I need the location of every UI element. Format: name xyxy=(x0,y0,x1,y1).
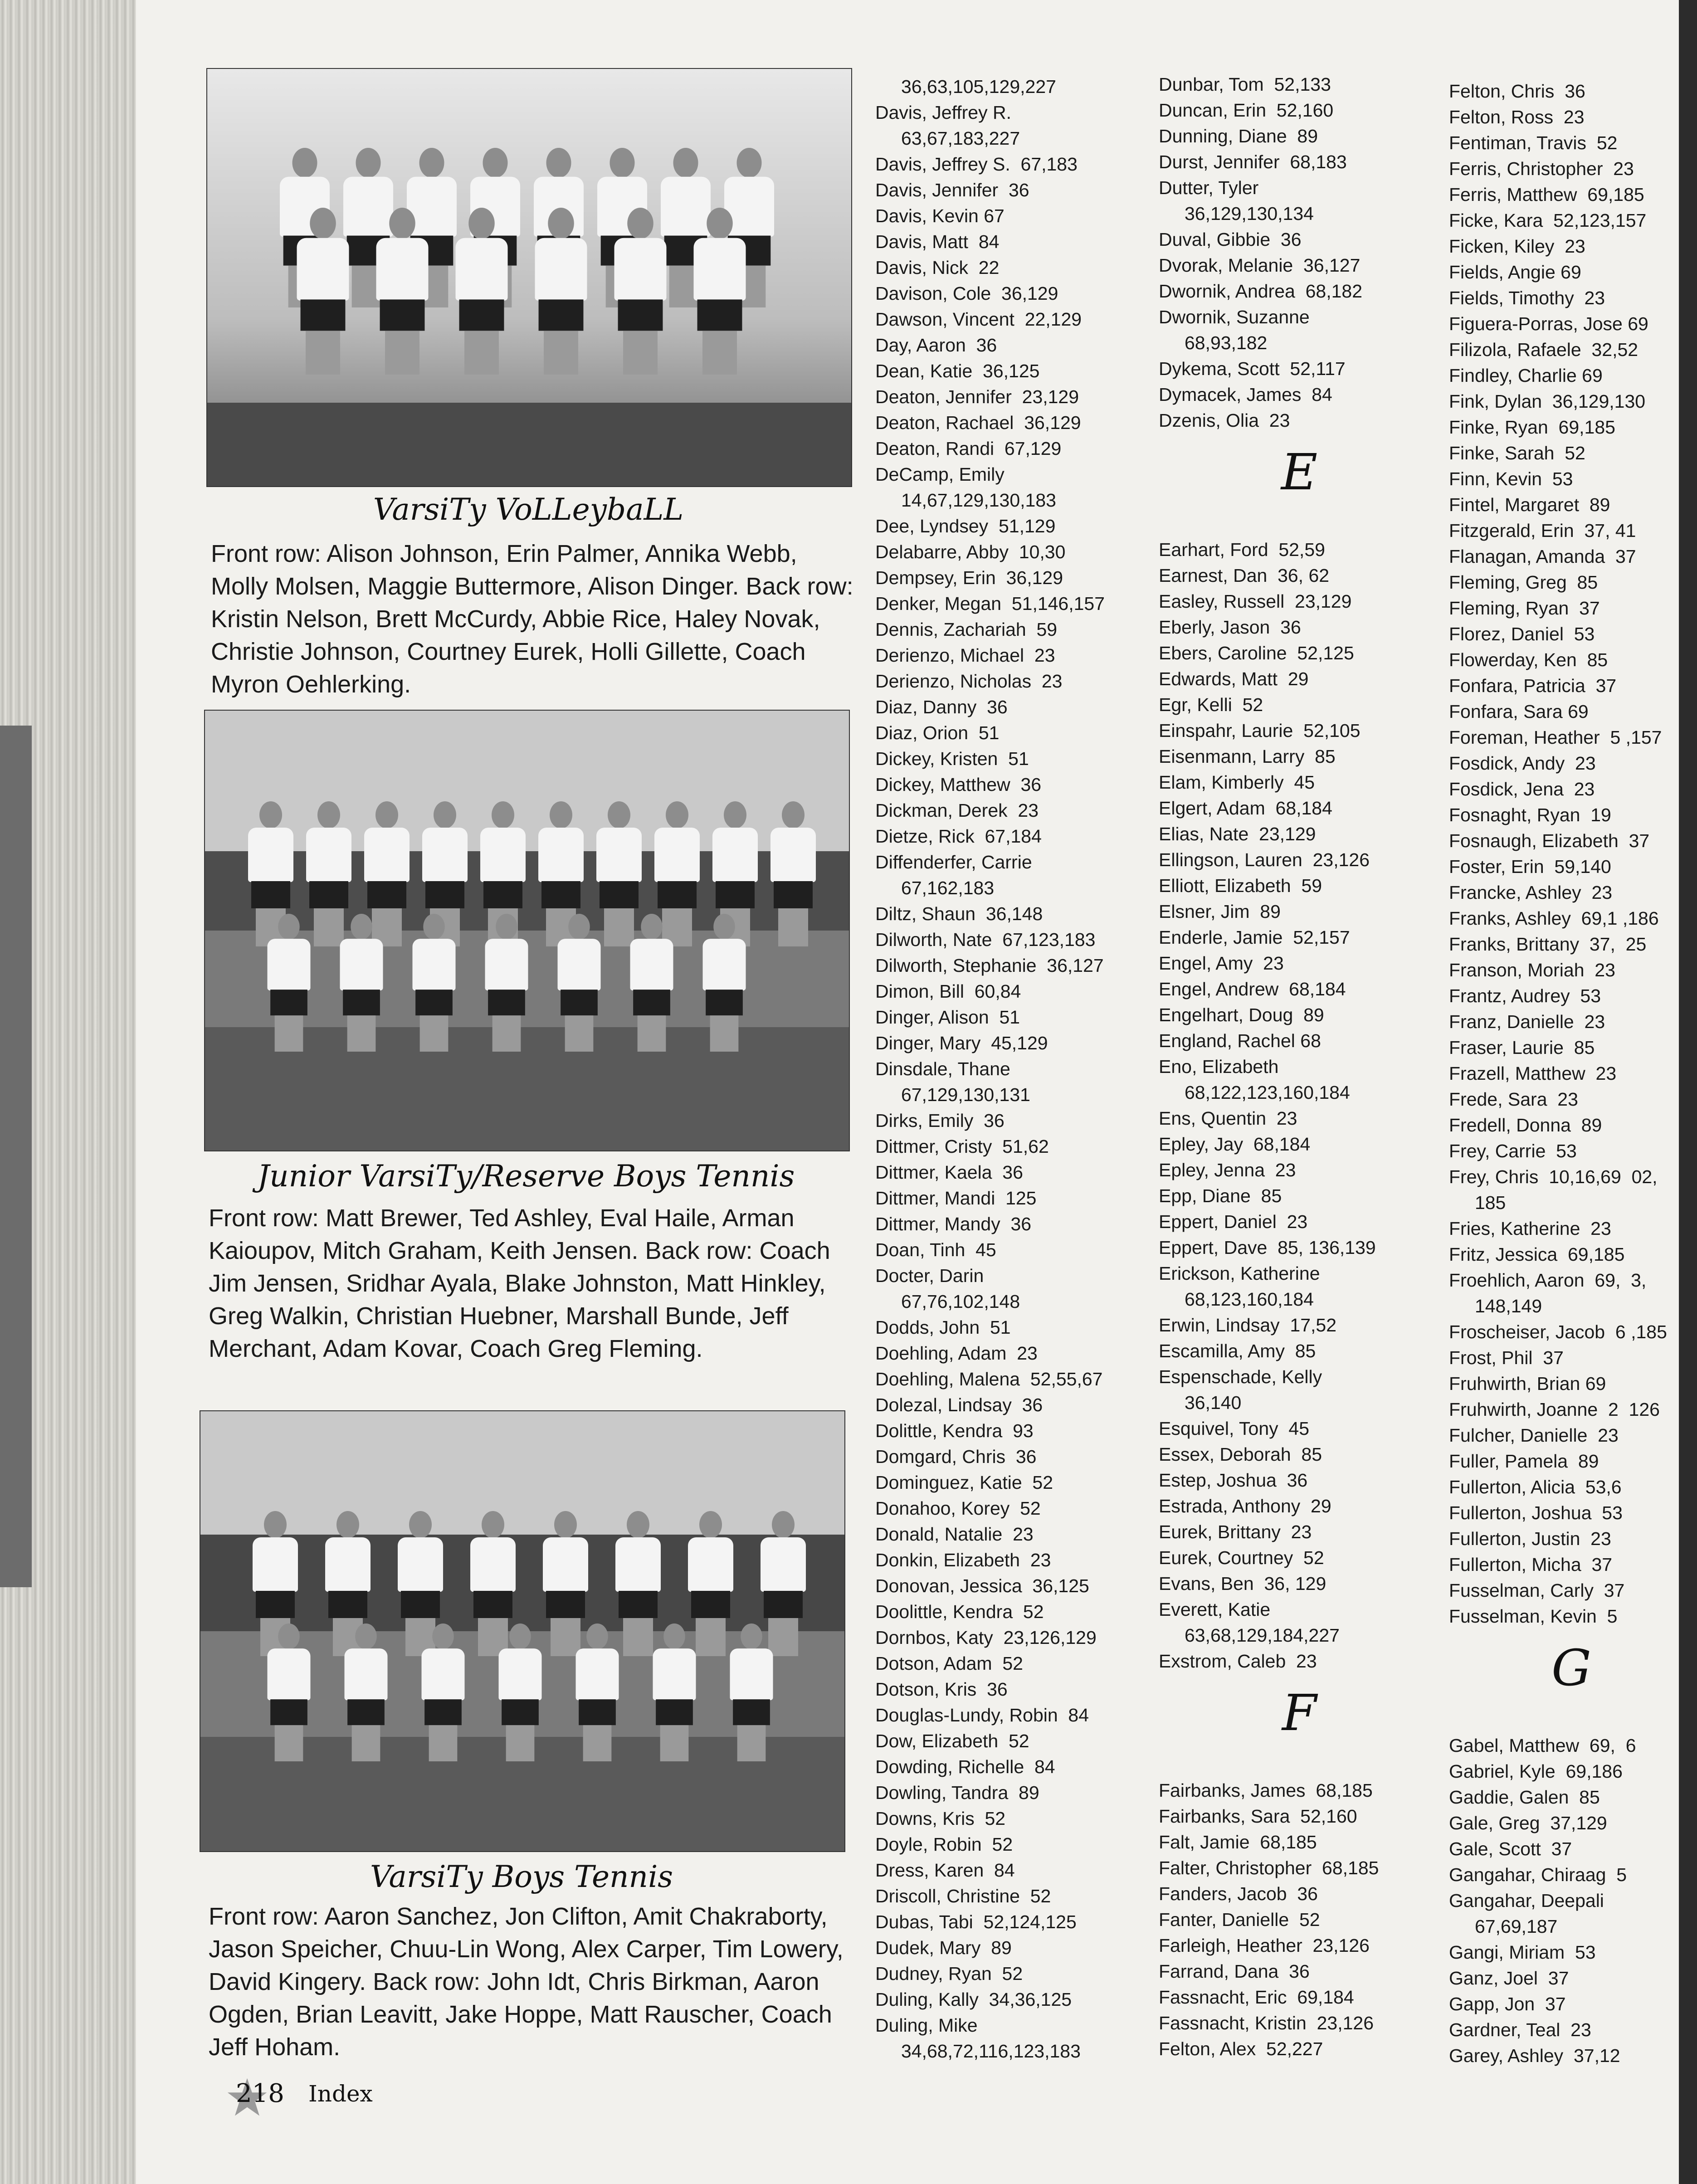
index-entry: Erickson, Katherine xyxy=(1159,1263,1320,1284)
index-entry: Dow, Elizabeth 52 xyxy=(875,1731,1029,1751)
index-entry: Fraser, Laurie 85 xyxy=(1449,1037,1595,1058)
index-entry: Franks, Brittany 37, 25 xyxy=(1449,934,1647,955)
person-figure xyxy=(612,208,669,375)
index-entry: Finke, Ryan 69,185 xyxy=(1449,417,1615,438)
index-entry: Dodds, John 51 xyxy=(875,1317,1011,1338)
index-entry: Ens, Quentin 23 xyxy=(1159,1108,1297,1129)
index-entry: Dietze, Rick 67,184 xyxy=(875,826,1042,847)
index-column-3 xyxy=(1449,78,1694,2069)
index-entry: Donahoo, Korey 52 xyxy=(875,1498,1041,1519)
index-entry: Enderle, Jamie 52,157 xyxy=(1159,927,1350,948)
index-entry: Espenschade, Kelly xyxy=(1159,1366,1322,1387)
index-entry: Farrand, Dana 36 xyxy=(1159,1961,1310,1982)
index-entry: Gabriel, Kyle 69,186 xyxy=(1449,1761,1623,1782)
index-entry: Dubas, Tabi 52,124,125 xyxy=(875,1911,1077,1932)
index-entry: Fassnacht, Kristin 23,126 xyxy=(1159,2013,1374,2033)
index-entry: Gapp, Jon 37 xyxy=(1449,1994,1566,2014)
index-entry: Duncan, Erin 52,160 xyxy=(1159,100,1334,121)
index-entry: Easley, Russell 23,129 xyxy=(1159,591,1352,612)
index-entry: England, Rachel 68 xyxy=(1159,1030,1321,1051)
index-entry: Frost, Phil 37 xyxy=(1449,1347,1564,1368)
index-entry: Esquivel, Tony 45 xyxy=(1159,1418,1310,1439)
index-entry: Doyle, Robin 52 xyxy=(875,1834,1013,1855)
index-entry: Doan, Tinh 45 xyxy=(875,1239,996,1260)
index-entry: Elsner, Jim 89 xyxy=(1159,901,1281,922)
index-entry: Fleming, Greg 85 xyxy=(1449,572,1598,593)
person-figure xyxy=(419,1623,467,1761)
index-entry: Dykema, Scott 52,117 xyxy=(1159,358,1346,379)
index-entry: Dutter, Tyler xyxy=(1159,177,1259,198)
index-entry: Garey, Ashley 37,12 xyxy=(1449,2045,1620,2066)
index-entry: Froehlich, Aaron 69, 3, xyxy=(1449,1270,1647,1291)
person-figure xyxy=(728,1623,775,1761)
varsity-tennis-caption-text: Front row: Aaron Sanchez, Jon Clifton, Amit Chakraborty, Jason Speicher, Chuu-Lin Wong, Alex Carper, Tim Lowery, David Kingery. Back row: John Idt, Chris Birkman, Aaron Ogden, Brian Leavitt, Jake Hoppe, Matt Rauscher, Coach Jeff Hoham. xyxy=(209,1903,844,2061)
person-figure xyxy=(574,1623,621,1761)
index-entry: Dinger, Alison 51 xyxy=(875,1007,1020,1028)
index-entry xyxy=(1159,1752,1440,1778)
person-figure xyxy=(532,208,590,375)
index-entry: 14,67,129,130,183 xyxy=(875,490,1056,511)
index-entry: Fritz, Jessica 69,185 xyxy=(1449,1244,1625,1265)
index-entry: Earnest, Dan 36, 62 xyxy=(1159,565,1330,586)
index-entry xyxy=(1159,511,1440,537)
index-entry: Einspahr, Laurie 52,105 xyxy=(1159,720,1361,741)
index-entry: Day, Aaron 36 xyxy=(875,335,997,356)
volleyball-team-photo xyxy=(206,68,852,487)
index-entry: Fullerton, Joshua 53 xyxy=(1449,1502,1623,1523)
index-entry: Ficken, Kiley 23 xyxy=(1449,236,1585,257)
index-entry: Douglas-Lundy, Robin 84 xyxy=(875,1705,1089,1726)
index-entry: Diaz, Danny 36 xyxy=(875,697,1008,717)
index-entry: Gale, Scott 37 xyxy=(1449,1838,1572,1859)
index-entry: Denker, Megan 51,146,157 xyxy=(875,593,1105,614)
index-entry: Flowerday, Ken 85 xyxy=(1449,649,1608,670)
index-entry: Delabarre, Abby 10,30 xyxy=(875,541,1066,562)
index-entry: Gabel, Matthew 69, 6 xyxy=(1449,1735,1636,1756)
jv-tennis-team-photo xyxy=(204,710,850,1151)
index-entry: Dean, Katie 36,125 xyxy=(875,361,1040,381)
index-entry: Fosnaght, Ryan 19 xyxy=(1449,804,1611,825)
index-entry: Fredell, Donna 89 xyxy=(1449,1115,1602,1136)
index-entry: Dilworth, Nate 67,123,183 xyxy=(875,929,1096,950)
index-entry: Ferris, Christopher 23 xyxy=(1449,158,1634,179)
index-entry: Eppert, Dave 85, 136,139 xyxy=(1159,1237,1376,1258)
index-entry: 67,129,130,131 xyxy=(875,1084,1030,1105)
index-entry: Dvorak, Melanie 36,127 xyxy=(1159,255,1361,276)
index-entry: Downs, Kris 52 xyxy=(875,1808,1006,1829)
index-entry: Deaton, Rachael 36,129 xyxy=(875,412,1081,433)
index-entry: Egr, Kelli 52 xyxy=(1159,694,1263,715)
index-entry: Dress, Karen 84 xyxy=(875,1860,1015,1881)
person-figure xyxy=(497,1623,544,1761)
index-entry: Ebers, Caroline 52,125 xyxy=(1159,643,1354,663)
index-entry: Ellingson, Lauren 23,126 xyxy=(1159,849,1370,870)
index-entry: Fairbanks, James 68,185 xyxy=(1159,1780,1373,1801)
index-entry: 36,63,105,129,227 xyxy=(875,76,1056,97)
index-entry: Fanter, Danielle 52 xyxy=(1159,1909,1320,1930)
index-entry: Flanagan, Amanda 37 xyxy=(1449,546,1636,567)
index-entry: Felton, Chris 36 xyxy=(1449,81,1585,102)
index-entry: Elliott, Elizabeth 59 xyxy=(1159,875,1322,896)
index-entry: Ferris, Matthew 69,185 xyxy=(1449,184,1644,205)
index-entry: Edwards, Matt 29 xyxy=(1159,668,1309,689)
index-entry: Fairbanks, Sara 52,160 xyxy=(1159,1806,1357,1827)
index-entry: Felton, Alex 52,227 xyxy=(1159,2038,1323,2059)
index-entry: Dowling, Tandra 89 xyxy=(875,1782,1039,1803)
index-entry: Derienzo, Michael 23 xyxy=(875,645,1055,666)
index-entry: Dwornik, Andrea 68,182 xyxy=(1159,281,1362,302)
index-entry: Fruhwirth, Brian 69 xyxy=(1449,1373,1606,1394)
index-entry: 67,76,102,148 xyxy=(875,1291,1020,1312)
index-entry: Dowding, Richelle 84 xyxy=(875,1756,1055,1777)
index-column-2 xyxy=(1159,72,1440,2062)
index-entry: Dunbar, Tom 52,133 xyxy=(1159,74,1331,95)
index-entry: Fruhwirth, Joanne 2 126 xyxy=(1449,1399,1660,1420)
index-section-letter: E xyxy=(1281,443,1318,501)
index-entry: Dolezal, Lindsay 36 xyxy=(875,1394,1043,1415)
index-entry: Driscoll, Christine 52 xyxy=(875,1886,1051,1906)
index-entry: Finn, Kevin 53 xyxy=(1449,468,1573,489)
person-figure xyxy=(374,208,431,375)
index-entry: 36,140 xyxy=(1159,1392,1242,1413)
index-entry: Derienzo, Nicholas 23 xyxy=(875,671,1063,692)
index-entry: Fosnaugh, Elizabeth 37 xyxy=(1449,830,1650,851)
index-entry: Dickey, Kristen 51 xyxy=(875,748,1029,769)
index-entry: Doehling, Adam 23 xyxy=(875,1343,1038,1364)
index-column-1 xyxy=(875,74,1156,2064)
varsity-tennis-caption-title: VarsiTy Boys Tennis xyxy=(370,1859,673,1894)
index-entry: Davis, Matt 84 xyxy=(875,231,1000,252)
index-entry: Escamilla, Amy 85 xyxy=(1159,1341,1316,1361)
index-entry: Diaz, Orion 51 xyxy=(875,722,1000,743)
index-entry: Franz, Danielle 23 xyxy=(1449,1011,1605,1032)
index-entry: 67,162,183 xyxy=(875,878,995,898)
index-entry: Fullerton, Justin 23 xyxy=(1449,1528,1611,1549)
index-entry: 68,122,123,160,184 xyxy=(1159,1082,1350,1103)
index-entry: Davis, Kevin 67 xyxy=(875,205,1005,226)
index-entry: Dimon, Bill 60,84 xyxy=(875,981,1021,1002)
index-entry: Gangahar, Chiraag 5 xyxy=(1449,1864,1627,1885)
index-entry: Fonfara, Patricia 37 xyxy=(1449,675,1617,696)
index-entry: Davis, Jeffrey S. 67,183 xyxy=(875,154,1078,175)
index-entry: Estrada, Anthony 29 xyxy=(1159,1496,1331,1516)
index-entry: DeCamp, Emily xyxy=(875,464,1005,485)
index-entry: Dee, Lyndsey 51,129 xyxy=(875,516,1056,536)
index-entry: Filizola, Rafaele 32,52 xyxy=(1449,339,1638,360)
index-entry: Florez, Daniel 53 xyxy=(1449,624,1595,644)
index-entry: Donkin, Elizabeth 23 xyxy=(875,1550,1051,1570)
index-entry: Dinsdale, Thane xyxy=(875,1058,1010,1079)
index-entry: Gangi, Miriam 53 xyxy=(1449,1942,1596,1963)
index-entry: Fosdick, Andy 23 xyxy=(1449,753,1596,774)
index-entry: Falter, Christopher 68,185 xyxy=(1159,1857,1379,1878)
index-entry: Figuera-Porras, Jose 69 xyxy=(1449,313,1648,334)
index-entry: Falt, Jamie 68,185 xyxy=(1159,1832,1317,1852)
person-figure xyxy=(294,208,352,375)
index-entry: Fassnacht, Eric 69,184 xyxy=(1159,1987,1354,2008)
index-entry: Finke, Sarah 52 xyxy=(1449,443,1585,463)
index-entry: Estep, Joshua 36 xyxy=(1159,1470,1308,1491)
index-entry: Foster, Erin 59,140 xyxy=(1449,856,1611,877)
index-entry: 63,67,183,227 xyxy=(875,128,1020,149)
index-entry: Fink, Dylan 36,129,130 xyxy=(1449,391,1646,412)
index-entry: Franson, Moriah 23 xyxy=(1449,960,1615,980)
index-entry: Frantz, Audrey 53 xyxy=(1449,985,1601,1006)
index-entry: Eurek, Courtney 52 xyxy=(1159,1547,1324,1568)
index-entry: Dittmer, Kaela 36 xyxy=(875,1162,1023,1183)
index-entry: Dennis, Zachariah 59 xyxy=(875,619,1058,640)
index-entry: Earhart, Ford 52,59 xyxy=(1159,539,1325,560)
index-entry: Fields, Timothy 23 xyxy=(1449,288,1605,308)
index-entry: Duling, Kally 34,36,125 xyxy=(875,1989,1072,2010)
index-entry: 68,123,160,184 xyxy=(1159,1289,1314,1310)
index-entry: Exstrom, Caleb 23 xyxy=(1159,1651,1317,1672)
index-entry: Davis, Jeffrey R. xyxy=(875,102,1011,123)
index-entry: Eppert, Daniel 23 xyxy=(1159,1211,1308,1232)
index-entry: Eno, Elizabeth xyxy=(1159,1056,1279,1077)
index-entry: Fields, Angie 69 xyxy=(1449,262,1581,283)
person-figure xyxy=(651,1623,698,1761)
index-entry: Docter, Darin xyxy=(875,1265,984,1286)
binding-shadow xyxy=(0,726,32,1587)
section-label: Index xyxy=(308,2081,373,2107)
index-entry: Davis, Nick 22 xyxy=(875,257,1000,278)
index-entry: Donovan, Jessica 36,125 xyxy=(875,1575,1089,1596)
index-entry: Dittmer, Mandi 125 xyxy=(875,1188,1037,1209)
index-entry: Eberly, Jason 36 xyxy=(1159,617,1301,638)
index-entry: 68,93,182 xyxy=(1159,332,1268,353)
index-entry: Engel, Andrew 68,184 xyxy=(1159,979,1346,999)
index-entry: Dempsey, Erin 36,129 xyxy=(875,567,1063,588)
index-entry: Doehling, Malena 52,55,67 xyxy=(875,1369,1103,1389)
person-figure xyxy=(338,914,385,1052)
index-entry: Diffenderfer, Carrie xyxy=(875,852,1032,873)
person-figure xyxy=(265,914,313,1052)
person-figure xyxy=(342,1623,390,1761)
index-entry: Dunning, Diane 89 xyxy=(1159,126,1318,146)
index-entry: Engel, Amy 23 xyxy=(1159,953,1284,974)
index-entry: Dymacek, James 84 xyxy=(1159,384,1332,405)
index-entry: Dudek, Mary 89 xyxy=(875,1937,1012,1958)
index-entry: Ficke, Kara 52,123,157 xyxy=(1449,210,1647,231)
index-entry: Deaton, Randi 67,129 xyxy=(875,438,1062,459)
index-section-letter: G xyxy=(1551,1639,1591,1697)
index-entry: Eisenmann, Larry 85 xyxy=(1159,746,1336,767)
index-entry: Elgert, Adam 68,184 xyxy=(1159,798,1332,819)
jv-tennis-caption-text: Front row: Matt Brewer, Ted Ashley, Eval Haile, Arman Kaioupov, Mitch Graham, Keith Jensen. Back row: Coach Jim Jensen, Sridhar Ayala, Blake Johnston, Matt Hinkley, Greg Walkin, Christian Huebner, Marshall Bunde, Jeff Merchant, Adam Kovar, Coach Greg Fleming. xyxy=(209,1204,830,1362)
index-entry: Frey, Carrie 53 xyxy=(1449,1141,1577,1161)
index-entry: Epley, Jay 68,184 xyxy=(1159,1134,1311,1155)
index-entry: Evans, Ben 36, 129 xyxy=(1159,1573,1326,1594)
person-figure xyxy=(483,914,531,1052)
index-entry: 63,68,129,184,227 xyxy=(1159,1625,1340,1646)
index-entry: Dominguez, Katie 52 xyxy=(875,1472,1053,1493)
index-entry: Fonfara, Sara 69 xyxy=(1449,701,1589,722)
index-entry: Donald, Natalie 23 xyxy=(875,1524,1034,1545)
index-entry: Franks, Ashley 69,1 ,186 xyxy=(1449,908,1659,929)
index-entry: Deaton, Jennifer 23,129 xyxy=(875,386,1079,407)
person-figure xyxy=(556,914,603,1052)
index-entry: Dittmer, Mandy 36 xyxy=(875,1214,1032,1234)
index-entry: Dickman, Derek 23 xyxy=(875,800,1039,821)
index-entry: Fusselman, Carly 37 xyxy=(1449,1580,1625,1601)
index-entry: Doolittle, Kendra 52 xyxy=(875,1601,1044,1622)
index-entry: Everett, Katie xyxy=(1159,1599,1271,1620)
person-figure xyxy=(265,1623,313,1761)
person-figure xyxy=(691,208,749,375)
index-entry: Engelhart, Doug 89 xyxy=(1159,1004,1324,1025)
person-figure xyxy=(453,208,511,375)
index-entry: Dwornik, Suzanne xyxy=(1159,307,1310,327)
index-entry: Fusselman, Kevin 5 xyxy=(1449,1606,1618,1627)
index-entry: Dotson, Kris 36 xyxy=(875,1679,1008,1700)
index-entry: Gaddie, Galen 85 xyxy=(1449,1787,1600,1808)
page-number: 218 xyxy=(236,2079,284,2108)
index-entry: Epp, Diane 85 xyxy=(1159,1185,1282,1206)
index-section-letter: F xyxy=(1282,1684,1317,1742)
index-entry: Farleigh, Heather 23,126 xyxy=(1159,1935,1370,1956)
index-entry: Essex, Deborah 85 xyxy=(1159,1444,1322,1465)
index-entry: Durst, Jennifer 68,183 xyxy=(1159,151,1347,172)
index-entry: 148,149 xyxy=(1449,1296,1542,1316)
index-entry: Erwin, Lindsay 17,52 xyxy=(1159,1315,1337,1336)
index-entry: Foreman, Heather 5 ,157 xyxy=(1449,727,1662,748)
jv-tennis-caption-title: Junior VarsiTy/Reserve Boys Tennis xyxy=(257,1159,795,1194)
index-entry: Dinger, Mary 45,129 xyxy=(875,1033,1048,1053)
index-entry: Dolittle, Kendra 93 xyxy=(875,1420,1034,1441)
person-figure xyxy=(701,914,748,1052)
index-entry: Gangahar, Deepali xyxy=(1449,1890,1604,1911)
index-entry: 34,68,72,116,123,183 xyxy=(875,2041,1081,2062)
index-entry: Gale, Greg 37,129 xyxy=(1449,1813,1607,1833)
index-entry: Findley, Charlie 69 xyxy=(1449,365,1603,386)
index-entry: Felton, Ross 23 xyxy=(1449,107,1585,127)
index-entry: Eurek, Brittany 23 xyxy=(1159,1521,1312,1542)
index-entry: Fentiman, Travis 52 xyxy=(1449,132,1618,153)
index-entry: Fleming, Ryan 37 xyxy=(1449,598,1600,619)
volleyball-caption-text: Front row: Alison Johnson, Erin Palmer, Annika Webb, Molly Molsen, Maggie Buttermore, Alison Dinger. Back row: Kristin Nelson, Brett McCurdy, Abbie Rice, Haley Novak, Christie Johnson, Courtney Eurek, Holli Gillette, Coach Myron Oehlerking. xyxy=(211,540,853,698)
index-entry: Dornbos, Katy 23,126,129 xyxy=(875,1627,1097,1648)
index-entry: Dirks, Emily 36 xyxy=(875,1110,1005,1131)
index-entry: Dudney, Ryan 52 xyxy=(875,1963,1023,1984)
index-entry: Dotson, Adam 52 xyxy=(875,1653,1023,1674)
index-entry: Dilworth, Stephanie 36,127 xyxy=(875,955,1104,976)
index-entry: Frey, Chris 10,16,69 02, xyxy=(1449,1166,1658,1187)
index-entry xyxy=(1449,1707,1694,1733)
volleyball-caption-title: VarsiTy VoLLeybaLL xyxy=(373,492,684,527)
person-figure xyxy=(628,914,676,1052)
person-figure xyxy=(768,801,818,946)
index-entry: Duval, Gibbie 36 xyxy=(1159,229,1302,250)
index-entry: Fintel, Margaret 89 xyxy=(1449,494,1610,515)
index-entry: Fulcher, Danielle 23 xyxy=(1449,1425,1619,1446)
index-entry: Epley, Jenna 23 xyxy=(1159,1160,1296,1180)
index-entry: Domgard, Chris 36 xyxy=(875,1446,1037,1467)
index-entry: Dittmer, Cristy 51,62 xyxy=(875,1136,1049,1157)
index-entry: Fullerton, Micha 37 xyxy=(1449,1554,1613,1575)
index-entry: Diltz, Shaun 36,148 xyxy=(875,903,1043,924)
index-entry: Dawson, Vincent 22,129 xyxy=(875,309,1082,330)
index-entry: Frazell, Matthew 23 xyxy=(1449,1063,1617,1084)
index-entry: Dickey, Matthew 36 xyxy=(875,774,1042,795)
index-entry: Davison, Cole 36,129 xyxy=(875,283,1058,304)
index-entry: Fitzgerald, Erin 37, 41 xyxy=(1449,520,1636,541)
index-entry: 67,69,187 xyxy=(1449,1916,1558,1937)
index-entry: Fries, Katherine 23 xyxy=(1449,1218,1611,1239)
index-entry: Dzenis, Olia 23 xyxy=(1159,410,1290,431)
index-entry: 36,129,130,134 xyxy=(1159,203,1314,224)
index-entry: Fanders, Jacob 36 xyxy=(1159,1883,1318,1904)
index-entry: Gardner, Teal 23 xyxy=(1449,2019,1591,2040)
index-entry: 185 xyxy=(1449,1192,1506,1213)
varsity-tennis-team-photo xyxy=(200,1410,845,1852)
index-entry: Elias, Nate 23,129 xyxy=(1159,824,1316,844)
index-entry: Frede, Sara 23 xyxy=(1449,1089,1578,1110)
index-entry: Fullerton, Alicia 53,6 xyxy=(1449,1477,1622,1497)
index-entry: Francke, Ashley 23 xyxy=(1449,882,1613,903)
index-entry: Fosdick, Jena 23 xyxy=(1449,779,1595,800)
index-entry: Fuller, Pamela 89 xyxy=(1449,1451,1599,1472)
index-entry: Elam, Kimberly 45 xyxy=(1159,772,1315,793)
person-figure xyxy=(410,914,458,1052)
index-entry: Ganz, Joel 37 xyxy=(1449,1968,1569,1989)
index-entry: Froscheiser, Jacob 6 ,185 xyxy=(1449,1321,1667,1342)
index-entry: Duling, Mike xyxy=(875,2015,978,2036)
index-entry: Davis, Jennifer 36 xyxy=(875,180,1029,200)
